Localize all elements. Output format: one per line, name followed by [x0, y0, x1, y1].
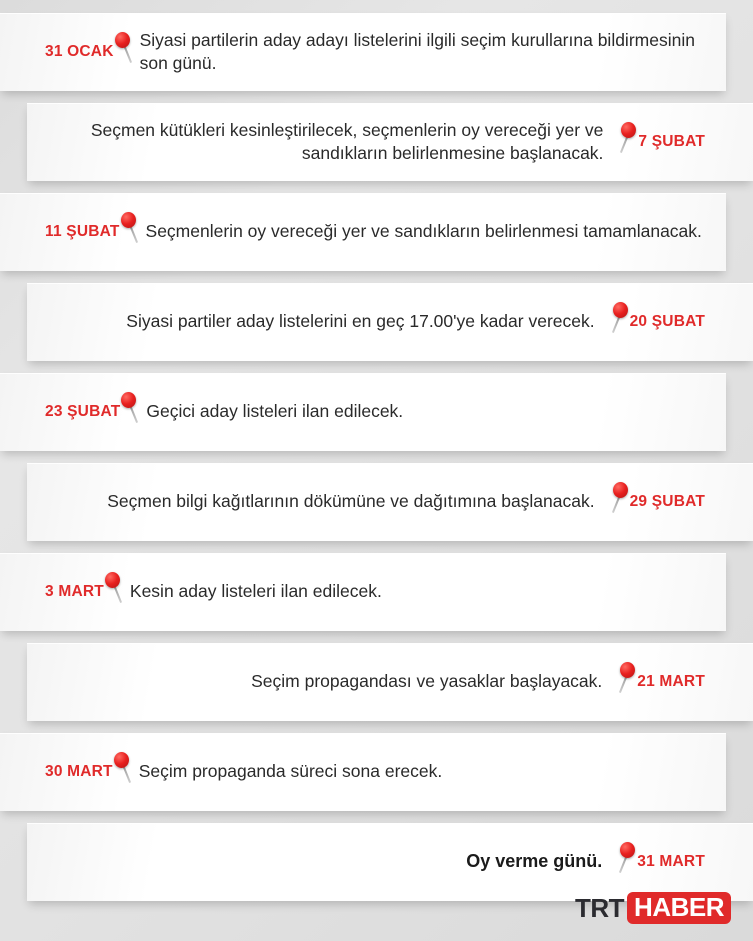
timeline-description: Seçim propagandası ve yasaklar başlayacak. — [251, 671, 603, 692]
timeline-card — [0, 13, 726, 91]
timeline-description: Kesin aday listeleri ilan edilecek. — [129, 581, 382, 602]
timeline-card — [27, 283, 753, 361]
pin-head-icon — [620, 662, 635, 678]
timeline-date-label: 29 ŞUBAT — [629, 493, 705, 510]
timeline-card-content — [0, 553, 726, 631]
timeline-date-label: 31 MART — [637, 853, 705, 870]
pin-head-icon — [114, 752, 129, 768]
timeline-description: Oy verme günü. — [466, 851, 603, 872]
timeline-card-content — [27, 823, 753, 901]
map-pin-icon — [612, 120, 638, 164]
map-pin-icon — [611, 660, 637, 704]
map-pin-icon — [120, 210, 146, 254]
pin-head-icon — [613, 302, 628, 318]
logo-haber-badge: HABER — [627, 892, 731, 924]
pin-head-icon — [613, 482, 628, 498]
timeline-row — [0, 283, 753, 373]
timeline-description: Geçici aday listeleri ilan edilecek. — [146, 401, 404, 422]
timeline-row — [0, 463, 753, 553]
map-pin-icon — [604, 300, 630, 344]
pin-head-icon — [620, 842, 635, 858]
timeline-card — [27, 463, 753, 541]
timeline-card-content — [27, 643, 753, 721]
pin-head-icon — [621, 122, 636, 138]
pin-head-icon — [121, 212, 136, 228]
timeline-row — [0, 103, 753, 193]
timeline-card-content — [0, 373, 726, 451]
timeline-date-label: 21 MART — [637, 673, 705, 690]
pin-head-icon — [121, 392, 136, 408]
map-pin-icon — [120, 390, 146, 434]
timeline-card-content — [0, 733, 726, 811]
timeline-card-content — [27, 463, 753, 541]
timeline-description: Seçmen bilgi kağıtlarının dökümüne ve dağıtımına başlanacak. — [107, 491, 595, 512]
pin-head-icon — [115, 32, 130, 48]
timeline-row — [0, 553, 753, 643]
timeline-row — [0, 13, 753, 103]
timeline-card — [27, 823, 753, 901]
timeline-date-label: 11 ŞUBAT — [45, 223, 120, 240]
pin-head-icon — [105, 572, 120, 588]
timeline-card-content — [27, 103, 753, 181]
timeline-date-label: 20 ŞUBAT — [629, 313, 705, 330]
timeline-card-content — [0, 193, 726, 271]
timeline-card — [0, 193, 726, 271]
map-pin-icon — [104, 570, 130, 614]
trt-haber-logo — [575, 893, 731, 923]
timeline-card — [0, 733, 726, 811]
timeline-description: Siyasi partiler aday listelerini en geç 17.00'ye kadar verecek. — [126, 311, 595, 332]
timeline-row — [0, 373, 753, 463]
map-pin-icon — [604, 480, 630, 524]
timeline-card-content — [0, 13, 726, 91]
timeline-description: Seçmenlerin oy vereceği yer ve sandıkların belirlenmesi tamamlanacak. — [145, 221, 702, 242]
map-pin-icon — [113, 750, 139, 794]
timeline-date-label: 30 MART — [45, 763, 113, 780]
timeline-row — [0, 193, 753, 283]
timeline-card — [27, 643, 753, 721]
logo-trt-text: TRT — [575, 892, 625, 923]
timeline-date-label: 31 OCAK — [45, 43, 114, 60]
timeline-row — [0, 643, 753, 733]
timeline-date-label: 3 MART — [45, 583, 104, 600]
timeline-card — [0, 553, 726, 631]
timeline-row — [0, 733, 753, 823]
timeline-description: Siyasi partilerin aday adayı listelerini ilgili seçim kurullarına bildirmesinin son günü. — [139, 29, 695, 73]
timeline-description: Seçim propaganda süreci sona erecek. — [138, 761, 443, 782]
timeline-card — [27, 103, 753, 181]
timeline-date-label: 7 ŞUBAT — [638, 133, 705, 150]
timeline-date-label: 23 ŞUBAT — [45, 403, 121, 420]
map-pin-icon — [114, 30, 140, 74]
timeline-description: Seçmen kütükleri kesinleştirilecek, seçmenlerin oy vereceği yer ve sandıkların belirlenmesine başlanacak. — [90, 119, 604, 163]
map-pin-icon — [611, 840, 637, 884]
timeline-card-content — [27, 283, 753, 361]
timeline-card — [0, 373, 726, 451]
